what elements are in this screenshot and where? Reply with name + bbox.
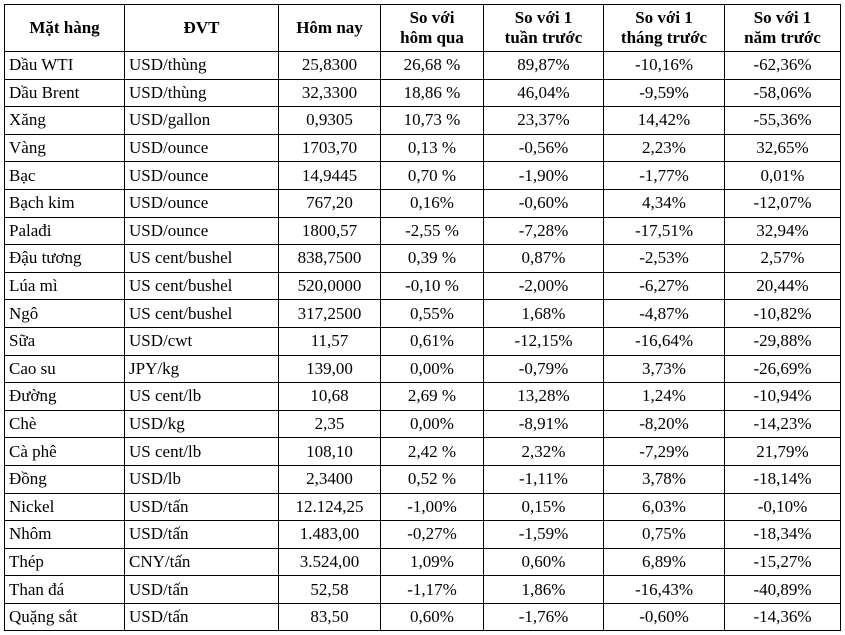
cell-vs-year: -12,07%	[725, 189, 841, 217]
cell-vs-year: -14,36%	[725, 603, 841, 631]
cell-item: Bạch kim	[5, 189, 125, 217]
table-row	[5, 465, 841, 493]
cell-unit: USD/ounce	[125, 189, 279, 217]
cell-vs-yesterday: 0,13 %	[381, 134, 484, 162]
cell-vs-yesterday: 10,73 %	[381, 107, 484, 135]
cell-vs-yesterday: 0,16%	[381, 189, 484, 217]
cell-unit: US cent/bushel	[125, 245, 279, 273]
cell-vs-week: -2,00%	[484, 272, 604, 300]
cell-vs-week: 0,15%	[484, 493, 604, 521]
cell-today: 32,3300	[279, 79, 381, 107]
cell-item: Vàng	[5, 134, 125, 162]
cell-vs-month: 0,75%	[604, 521, 725, 549]
cell-vs-month: 3,73%	[604, 355, 725, 383]
header-line: Mặt hàng	[29, 18, 100, 37]
cell-vs-yesterday: 26,68 %	[381, 52, 484, 80]
cell-vs-month: -4,87%	[604, 300, 725, 328]
cell-vs-month: 6,89%	[604, 548, 725, 576]
header-line: hôm qua	[400, 28, 464, 47]
cell-vs-week: 46,04%	[484, 79, 604, 107]
cell-vs-yesterday: 2,69 %	[381, 383, 484, 411]
cell-item: Xăng	[5, 107, 125, 135]
table-row	[5, 134, 841, 162]
cell-unit: USD/thùng	[125, 79, 279, 107]
header-line: So với 1	[514, 8, 573, 27]
cell-vs-yesterday: 0,60%	[381, 603, 484, 631]
table-row	[5, 438, 841, 466]
cell-today: 83,50	[279, 603, 381, 631]
price-table-container	[4, 4, 841, 631]
cell-vs-week: 1,68%	[484, 300, 604, 328]
cell-item: Dầu WTI	[5, 52, 125, 80]
table-row	[5, 410, 841, 438]
cell-vs-month: 1,24%	[604, 383, 725, 411]
cell-vs-month: 14,42%	[604, 107, 725, 135]
cell-item: Ngô	[5, 300, 125, 328]
cell-today: 14,9445	[279, 162, 381, 190]
cell-item: Đậu tương	[5, 245, 125, 273]
header-vs-month	[604, 5, 725, 52]
cell-vs-year: 20,44%	[725, 272, 841, 300]
cell-vs-week: -0,56%	[484, 134, 604, 162]
cell-unit: USD/ounce	[125, 217, 279, 245]
cell-item: Chè	[5, 410, 125, 438]
cell-today: 12.124,25	[279, 493, 381, 521]
commodity-price-table	[4, 4, 841, 631]
cell-item: Bạc	[5, 162, 125, 190]
header-line: So với 1	[635, 8, 693, 27]
cell-today: 838,7500	[279, 245, 381, 273]
cell-vs-week: -1,90%	[484, 162, 604, 190]
header-row	[5, 5, 841, 52]
cell-unit: US cent/lb	[125, 438, 279, 466]
cell-today: 2,35	[279, 410, 381, 438]
cell-today: 25,8300	[279, 52, 381, 80]
cell-vs-week: 23,37%	[484, 107, 604, 135]
table-row	[5, 521, 841, 549]
cell-vs-week: -8,91%	[484, 410, 604, 438]
cell-today: 317,2500	[279, 300, 381, 328]
cell-unit: USD/tấn	[125, 576, 279, 604]
cell-unit: USD/tấn	[125, 521, 279, 549]
cell-today: 767,20	[279, 189, 381, 217]
cell-vs-week: 0,87%	[484, 245, 604, 273]
cell-item: Thép	[5, 548, 125, 576]
cell-vs-year: 32,65%	[725, 134, 841, 162]
cell-item: Đường	[5, 383, 125, 411]
cell-today: 1800,57	[279, 217, 381, 245]
table-row	[5, 189, 841, 217]
cell-unit: USD/kg	[125, 410, 279, 438]
cell-vs-month: -2,53%	[604, 245, 725, 273]
table-row	[5, 327, 841, 355]
cell-unit: CNY/tấn	[125, 548, 279, 576]
cell-item: Cao su	[5, 355, 125, 383]
cell-vs-year: 2,57%	[725, 245, 841, 273]
cell-vs-week: -0,79%	[484, 355, 604, 383]
cell-vs-month: 2,23%	[604, 134, 725, 162]
cell-vs-yesterday: 0,55%	[381, 300, 484, 328]
cell-vs-week: -12,15%	[484, 327, 604, 355]
cell-today: 11,57	[279, 327, 381, 355]
cell-item: Nickel	[5, 493, 125, 521]
cell-unit: USD/thùng	[125, 52, 279, 80]
cell-vs-week: -1,11%	[484, 465, 604, 493]
cell-unit: USD/gallon	[125, 107, 279, 135]
cell-vs-year: 0,01%	[725, 162, 841, 190]
cell-vs-yesterday: 0,61%	[381, 327, 484, 355]
header-line: So với	[409, 8, 455, 27]
cell-vs-yesterday: 0,39 %	[381, 245, 484, 273]
table-row	[5, 162, 841, 190]
cell-unit: USD/ounce	[125, 162, 279, 190]
table-row	[5, 548, 841, 576]
cell-vs-year: -26,69%	[725, 355, 841, 383]
cell-vs-month: 6,03%	[604, 493, 725, 521]
cell-vs-year: 32,94%	[725, 217, 841, 245]
cell-unit: USD/lb	[125, 465, 279, 493]
cell-vs-week: -7,28%	[484, 217, 604, 245]
cell-vs-year: -10,82%	[725, 300, 841, 328]
header-vs-year	[725, 5, 841, 52]
cell-today: 108,10	[279, 438, 381, 466]
cell-vs-month: -9,59%	[604, 79, 725, 107]
cell-vs-yesterday: 0,00%	[381, 410, 484, 438]
cell-vs-week: 2,32%	[484, 438, 604, 466]
table-row	[5, 300, 841, 328]
table-row	[5, 272, 841, 300]
table-row	[5, 603, 841, 631]
cell-vs-year: -10,94%	[725, 383, 841, 411]
cell-vs-week: -1,59%	[484, 521, 604, 549]
cell-vs-yesterday: -1,17%	[381, 576, 484, 604]
table-row	[5, 245, 841, 273]
cell-vs-year: -55,36%	[725, 107, 841, 135]
cell-unit: USD/tấn	[125, 603, 279, 631]
header-line: tuần trước	[504, 28, 583, 47]
cell-unit: US cent/lb	[125, 383, 279, 411]
cell-today: 1703,70	[279, 134, 381, 162]
header-line: Hôm nay	[296, 18, 363, 37]
cell-item: Sữa	[5, 327, 125, 355]
cell-vs-year: -18,34%	[725, 521, 841, 549]
cell-item: Palađi	[5, 217, 125, 245]
cell-today: 520,0000	[279, 272, 381, 300]
cell-vs-yesterday: 0,52 %	[381, 465, 484, 493]
cell-vs-yesterday: 2,42 %	[381, 438, 484, 466]
cell-vs-week: -1,76%	[484, 603, 604, 631]
cell-vs-year: -14,23%	[725, 410, 841, 438]
header-today	[279, 5, 381, 52]
cell-vs-year: -18,14%	[725, 465, 841, 493]
header-vs-week	[484, 5, 604, 52]
cell-vs-month: -16,43%	[604, 576, 725, 604]
header-unit	[125, 5, 279, 52]
cell-vs-month: -17,51%	[604, 217, 725, 245]
cell-vs-month: -10,16%	[604, 52, 725, 80]
cell-vs-month: 4,34%	[604, 189, 725, 217]
cell-today: 139,00	[279, 355, 381, 383]
cell-item: Lúa mì	[5, 272, 125, 300]
header-line: tháng trước	[620, 28, 708, 47]
cell-unit: USD/cwt	[125, 327, 279, 355]
cell-vs-year: -29,88%	[725, 327, 841, 355]
cell-unit: US cent/bushel	[125, 272, 279, 300]
cell-vs-yesterday: 1,09%	[381, 548, 484, 576]
cell-vs-yesterday: -0,27%	[381, 521, 484, 549]
header-line: So với 1	[753, 8, 812, 27]
table-row	[5, 217, 841, 245]
cell-vs-yesterday: -0,10 %	[381, 272, 484, 300]
table-row	[5, 576, 841, 604]
header-line: ĐVT	[183, 18, 220, 37]
table-body	[5, 52, 841, 631]
cell-today: 52,58	[279, 576, 381, 604]
table-row	[5, 79, 841, 107]
cell-vs-year: -58,06%	[725, 79, 841, 107]
cell-item: Cà phê	[5, 438, 125, 466]
cell-vs-yesterday: -2,55 %	[381, 217, 484, 245]
table-row	[5, 355, 841, 383]
cell-item: Than đá	[5, 576, 125, 604]
cell-vs-year: -0,10%	[725, 493, 841, 521]
cell-vs-week: -0,60%	[484, 189, 604, 217]
cell-today: 10,68	[279, 383, 381, 411]
cell-vs-week: 13,28%	[484, 383, 604, 411]
cell-vs-month: -8,20%	[604, 410, 725, 438]
cell-unit: USD/ounce	[125, 134, 279, 162]
header-item	[5, 5, 125, 52]
cell-item: Đồng	[5, 465, 125, 493]
header-line: năm trước	[744, 28, 821, 47]
cell-vs-month: 3,78%	[604, 465, 725, 493]
cell-vs-week: 89,87%	[484, 52, 604, 80]
cell-vs-month: -1,77%	[604, 162, 725, 190]
cell-vs-month: -0,60%	[604, 603, 725, 631]
cell-vs-yesterday: -1,00%	[381, 493, 484, 521]
cell-today: 2,3400	[279, 465, 381, 493]
cell-unit: JPY/kg	[125, 355, 279, 383]
cell-unit: US cent/bushel	[125, 300, 279, 328]
cell-item: Dầu Brent	[5, 79, 125, 107]
cell-vs-month: -6,27%	[604, 272, 725, 300]
table-row	[5, 52, 841, 80]
table-row	[5, 493, 841, 521]
cell-vs-yesterday: 0,70 %	[381, 162, 484, 190]
cell-vs-year: -40,89%	[725, 576, 841, 604]
cell-vs-yesterday: 18,86 %	[381, 79, 484, 107]
header-vs-yesterday	[381, 5, 484, 52]
cell-vs-month: -16,64%	[604, 327, 725, 355]
cell-vs-week: 0,60%	[484, 548, 604, 576]
cell-vs-year: -15,27%	[725, 548, 841, 576]
cell-today: 0,9305	[279, 107, 381, 135]
cell-today: 3.524,00	[279, 548, 381, 576]
cell-vs-yesterday: 0,00%	[381, 355, 484, 383]
cell-vs-month: -7,29%	[604, 438, 725, 466]
cell-item: Quặng sắt	[5, 603, 125, 631]
table-row	[5, 383, 841, 411]
cell-vs-year: -62,36%	[725, 52, 841, 80]
table-row	[5, 107, 841, 135]
cell-today: 1.483,00	[279, 521, 381, 549]
cell-unit: USD/tấn	[125, 493, 279, 521]
cell-item: Nhôm	[5, 521, 125, 549]
cell-vs-year: 21,79%	[725, 438, 841, 466]
cell-vs-week: 1,86%	[484, 576, 604, 604]
